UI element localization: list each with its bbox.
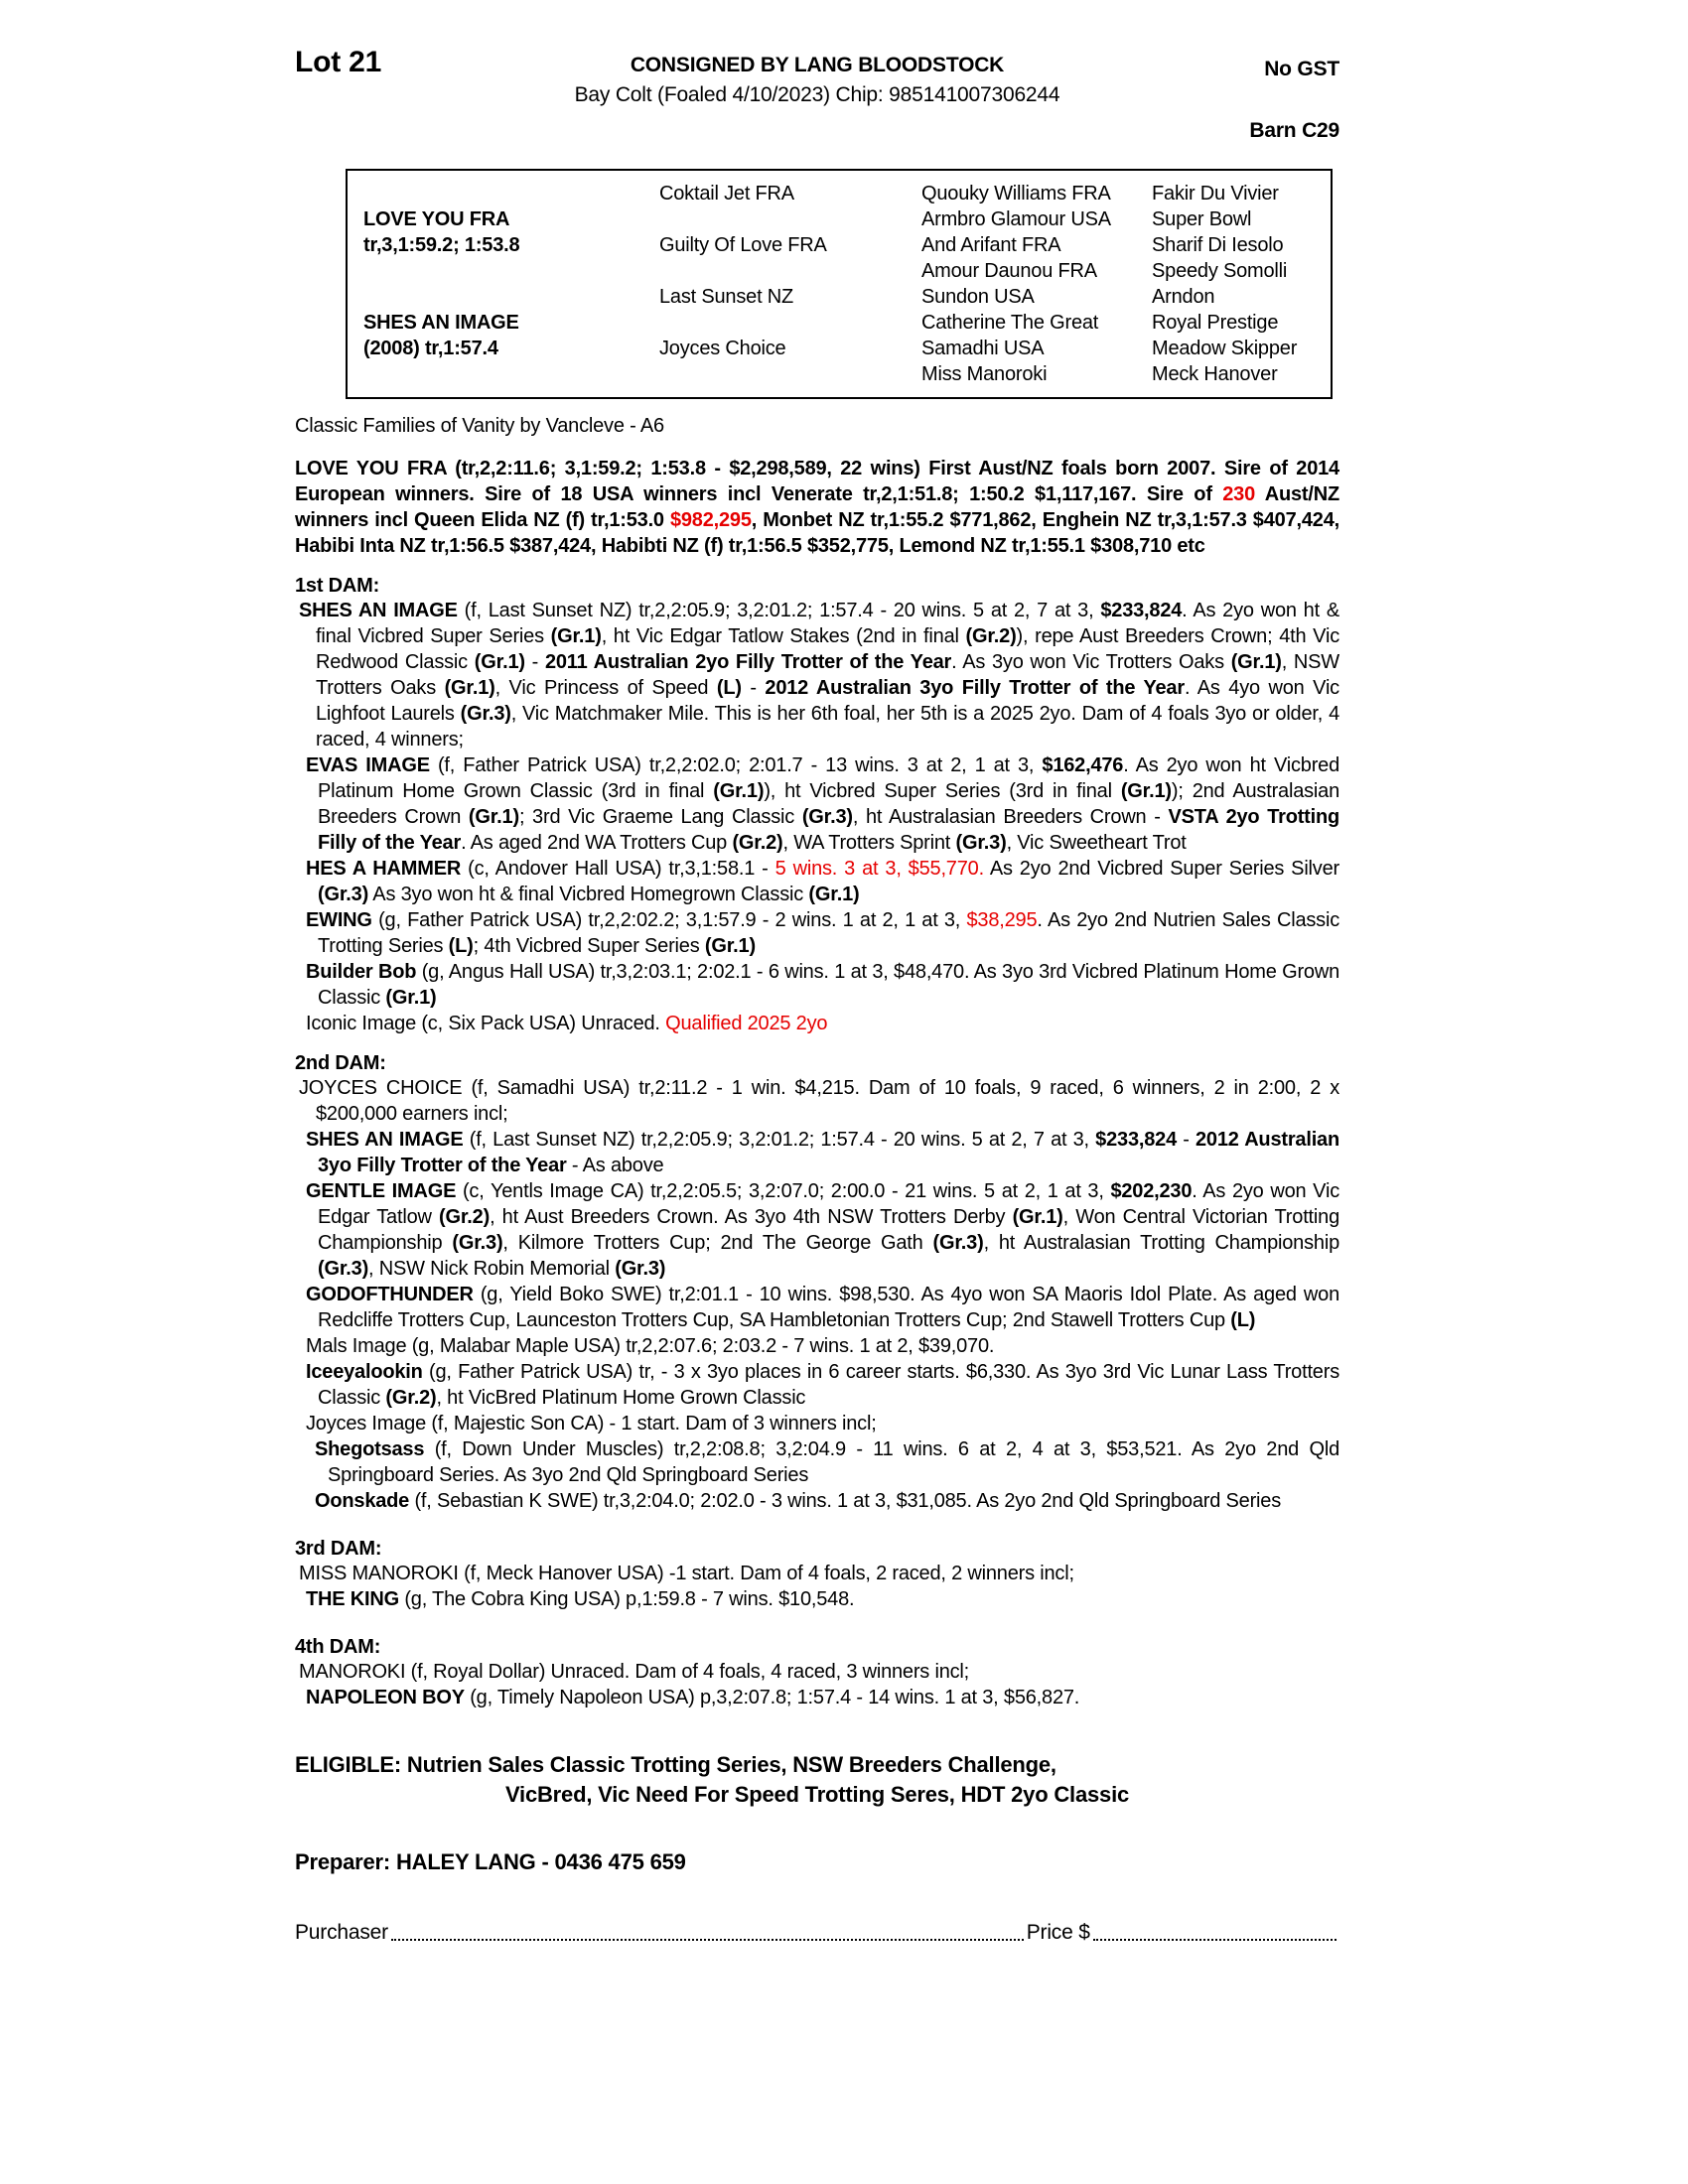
pedigree-cell: Armbro Glamour USA [921,207,1111,230]
section-1st-dam [295,575,1339,1036]
pedigree-row [363,310,1325,336]
pedigree-cell: Samadhi USA [921,337,1045,359]
paragraph-napoleon-boy: NAPOLEON BOY (g, Timely Napoleon USA) p,3,2:07.8; 1:57.4 - 14 wins. 1 at 3, $56,827. [306,1687,1080,1708]
section-2nd-dam [295,1052,1339,1514]
pedigree-cell-sire-record: tr,3,1:59.2; 1:53.8 [363,233,520,256]
pedigree-row [363,336,1325,361]
pedigree-cell-sire-name: LOVE YOU FRA [363,207,510,230]
pedigree-row [363,181,1325,206]
paragraph-shes-an-image-2: SHES AN IMAGE (f, Last Sunset NZ) tr,2,2:05.9; 3,2:01.2; 1:57.4 - 20 wins. 5 at 2, 7 at 3, $233,824 - 2012 Australian 3yo Filly Trotter of the Year - As above [306,1129,1339,1176]
foaling-line: Bay Colt (Foaled 4/10/2023) Chip: 985141007306244 [574,83,1060,106]
paragraph-godofthunder: GODOFTHUNDER (g, Yield Boko SWE) tr,2:01.1 - 10 wins. $98,530. As 4yo won SA Maoris Idol Plate. As aged won Redcliffe Trotters Cup, Launceston Trotters Cup, SA Hambletonian Trotters Cup; 2nd Stawell Trotters Cup (L) [306,1284,1339,1331]
pedigree-cell: And Arifant FRA [921,233,1061,256]
paragraph-manoroki: MANOROKI (f, Royal Dollar) Unraced. Dam of 4 foals, 4 raced, 3 winners incl; [299,1661,970,1683]
pedigree-cell: Meadow Skipper [1152,337,1298,359]
eligibility-block [295,1750,1339,1810]
section-heading-1st-dam: 1st DAM: [295,575,380,597]
paragraph-joyces-image: Joyces Image (f, Majestic Son CA) - 1 start. Dam of 3 winners incl; [306,1413,877,1434]
pedigree-cell: Last Sunset NZ [659,285,794,308]
family-line: Classic Families of Vanity by Vancleve - A6 [295,415,664,437]
paragraph-hes-a-hammer: HES A HAMMER (c, Andover Hall USA) tr,3,1:58.1 - 5 wins. 3 at 3, $55,770. As 2yo 2nd Vicbred Super Series Silver (Gr.3) As 3yo won ht & final Vicbred Homegrown Classic (Gr.1) [306,858,1339,905]
purchaser-fill-line [391,1939,1024,1941]
pedigree-cell: Speedy Somolli [1152,259,1288,282]
pedigree-cell: Arndon [1152,285,1215,308]
pedigree-row [363,258,1325,284]
section-heading-4th-dam: 4th DAM: [295,1636,381,1658]
pedigree-row [363,361,1325,387]
preparer-line: Preparer: HALEY LANG - 0436 475 659 [295,1849,686,1874]
purchaser-label: Purchaser [295,1921,388,1944]
paragraph-miss-manoroki: MISS MANOROKI (f, Meck Hanover USA) -1 start. Dam of 4 foals, 2 raced, 2 winners incl; [299,1563,1074,1584]
barn-number: Barn C29 [1249,119,1339,142]
paragraph-the-king: THE KING (g, The Cobra King USA) p,1:59.8 - 7 wins. $10,548. [306,1588,855,1610]
pedigree-cell: Amour Daunou FRA [921,259,1097,282]
section-3rd-dam [295,1538,1339,1612]
pedigree-table [346,169,1333,399]
consignor-line: CONSIGNED BY LANG BLOODSTOCK [630,54,1005,76]
pedigree-cell: Super Bowl [1152,207,1252,230]
section-4th-dam [295,1636,1339,1710]
section-heading-3rd-dam: 3rd DAM: [295,1538,382,1560]
eligibility-line-2: VicBred, Vic Need For Speed Trotting Seres, HDT 2yo Classic [504,1782,1130,1807]
paragraph-builder-bob: Builder Bob (g, Angus Hall USA) tr,3,2:03.1; 2:02.1 - 6 wins. 1 at 3, $48,470. As 3yo 3rd Vicbred Platinum Home Grown Classic (Gr.1) [306,961,1339,1009]
pedigree-row [363,232,1325,258]
pedigree-row [363,206,1325,232]
page-content [295,46,1339,1945]
pedigree-cell: Royal Prestige [1152,311,1279,334]
purchaser-price-row [295,1921,1339,1945]
pedigree-row [363,284,1325,310]
pedigree-cell: Joyces Choice [659,337,786,359]
paragraph-shegotsass: Shegotsass (f, Down Under Muscles) tr,2,2:08.8; 3,2:04.9 - 11 wins. 6 at 2, 4 at 3, $53,521. As 2yo 2nd Qld Springboard Series. As 3yo 2nd Qld Springboard Series [315,1438,1339,1486]
paragraph-joyces-choice: JOYCES CHOICE (f, Samadhi USA) tr,2:11.2 - 1 win. $4,215. Dam of 10 foals, 9 raced, 6 winners, 2 in 2:00, 2 x $200,000 earners incl; [299,1077,1339,1125]
pedigree-cell: Coktail Jet FRA [659,182,794,205]
paragraph-iceeyalookin: Iceeyalookin (g, Father Patrick USA) tr, - 3 x 3yo places in 6 career starts. $6,330. As 3yo 3rd Vic Lunar Lass Trotters Classic (Gr.2), ht VicBred Platinum Home Grown Classic [306,1361,1339,1409]
paragraph-mals-image: Mals Image (g, Malabar Maple USA) tr,2,2:07.6; 2:03.2 - 7 wins. 1 at 2, $39,070. [306,1335,995,1357]
price-label: Price $ [1026,1921,1090,1944]
page-header [295,46,1339,157]
gst-note: No GST [1264,58,1339,80]
paragraph-ewing: EWING (g, Father Patrick USA) tr,2,2:02.2; 3,1:57.9 - 2 wins. 1 at 2, 1 at 3, $38,295. As 2yo 2nd Nutrien Sales Classic Trotting Series (L); 4th Vicbred Super Series (Gr.1) [306,909,1340,957]
paragraph-iconic-image: Iconic Image (c, Six Pack USA) Unraced. Qualified 2025 2yo [306,1013,828,1034]
pedigree-cell: Miss Manoroki [921,362,1048,385]
pedigree-cell: Sharif Di Iesolo [1152,233,1284,256]
pedigree-cell: Guilty Of Love FRA [659,233,827,256]
lot-number: Lot 21 [295,46,382,78]
pedigree-cell: Quouky Williams FRA [921,182,1111,205]
pedigree-cell: Sundon USA [921,285,1035,308]
price-fill-line [1093,1939,1336,1941]
paragraph-evas-image: EVAS IMAGE (f, Father Patrick USA) tr,2,2:02.0; 2:01.7 - 13 wins. 3 at 2, 1 at 3, $162,476. As 2yo won ht Vicbred Platinum Home Grown Classic (3rd in final (Gr.1)), ht Vicbred Super Series (3rd in final (Gr.1)); 2nd Australasian Breeders Crown (Gr.1); 3rd Vic Graeme Lang Classic (Gr.3), ht Australasian Breeders Crown - VSTA 2yo Trotting Filly of the Year. As aged 2nd WA Trotters Cup (Gr.2), WA Trotters Sprint (Gr.3), Vic Sweetheart Trot [306,754,1340,854]
paragraph-oonskade: Oonskade (f, Sebastian K SWE) tr,3,2:04.0; 2:02.0 - 3 wins. 1 at 3, $31,085. As 2yo 2nd Qld Springboard Series [315,1490,1282,1512]
pedigree-cell: Meck Hanover [1152,362,1278,385]
section-heading-2nd-dam: 2nd DAM: [295,1052,386,1074]
paragraph-gentle-image: GENTLE IMAGE (c, Yentls Image CA) tr,2,2:05.5; 3,2:07.0; 2:00.0 - 21 wins. 5 at 2, 1 at 3, $202,230. As 2yo won Vic Edgar Tatlow (Gr.2), ht Aust Breeders Crown. As 3yo 4th NSW Trotters Derby (Gr.1), Won Central Victorian Trotting Championship (Gr.3), Kilmore Trotters Cup; 2nd The George Gath (Gr.3), ht Australasian Trotting Championship (Gr.3), NSW Nick Robin Memorial (Gr.3) [306,1180,1339,1280]
paragraph-shes-an-image: SHES AN IMAGE (f, Last Sunset NZ) tr,2,2:05.9; 3,2:01.2; 1:57.4 - 20 wins. 5 at 2, 7 at 3, $233,824. As 2yo won ht & final Vicbred Super Series (Gr.1), ht Vic Edgar Tatlow Stakes (2nd in final (Gr.2)), repe Aust Breeders Crown; 4th Vic Redwood Classic (Gr.1) - 2011 Australian 2yo Filly Trotter of the Year. As 3yo won Vic Trotters Oaks (Gr.1), NSW Trotters Oaks (Gr.1), Vic Princess of Speed (L) - 2012 Australian 3yo Filly Trotter of the Year. As 4yo won Vic Lighfoot Laurels (Gr.3), Vic Matchmaker Mile. This is her 6th foal, her 5th is a 2025 2yo. Dam of 4 foals 3yo or older, 4 raced, 4 winners; [299,600,1339,751]
pedigree-cell-dam-record: (2008) tr,1:57.4 [363,337,498,359]
pedigree-cell-dam-name: SHES AN IMAGE [363,311,519,334]
pedigree-cell: Fakir Du Vivier [1152,182,1279,205]
eligibility-line-1: ELIGIBLE: Nutrien Sales Classic Trotting Series, NSW Breeders Challenge, [295,1752,1056,1777]
pedigree-cell: Catherine The Great [921,311,1099,334]
sire-summary-paragraph: LOVE YOU FRA (tr,2,2:11.6; 3,1:59.2; 1:53.8 - $2,298,589, 22 wins) First Aust/NZ foals born 2007. Sire of 2014 European winners. Sire of 18 USA winners incl Venerate tr,2,1:51.8; 1:50.2 $1,117,167. Sire of 230 Aust/NZ winners incl Queen Elida NZ (f) tr,1:53.0 $982,295, Monbet NZ tr,1:55.2 $771,862, Enghein NZ tr,3,1:57.3 $407,424, Habibi Inta NZ tr,1:56.5 $387,424, Habibti NZ (f) tr,1:56.5 $352,775, Lemond NZ tr,1:55.1 $308,710 etc [295,458,1339,557]
